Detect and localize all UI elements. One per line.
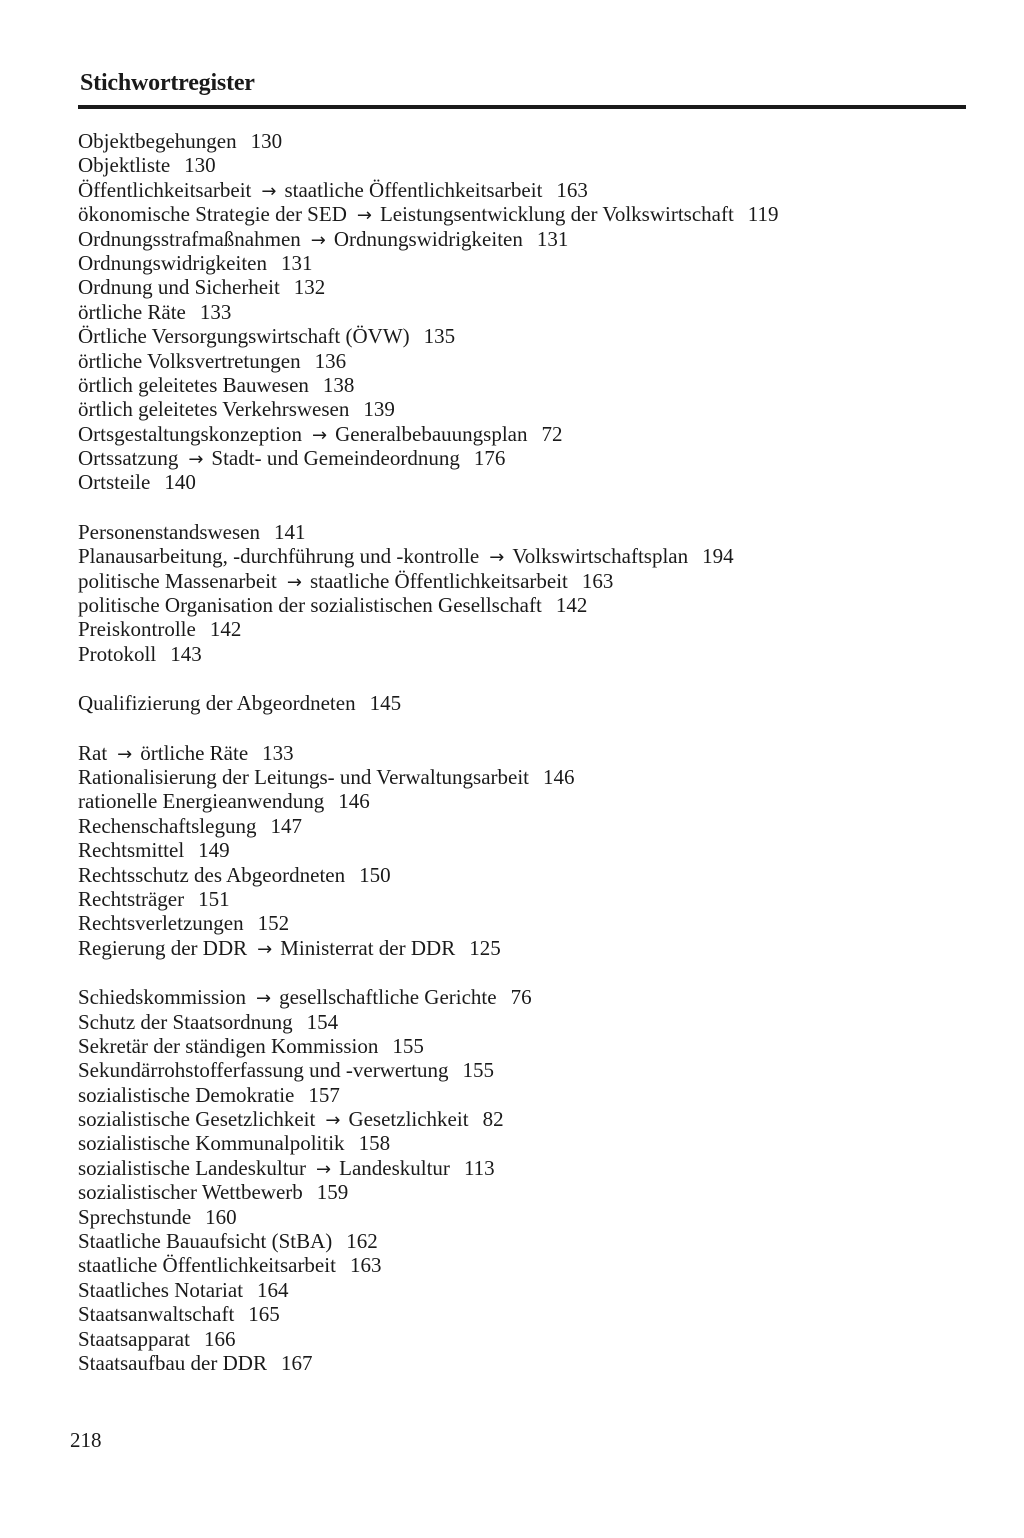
entry-page: 138 — [322, 372, 355, 397]
entry-term: Sprechstunde — [78, 1204, 192, 1229]
index-entry — [78, 765, 978, 789]
entry-page: 154 — [306, 1009, 339, 1034]
index-entry — [78, 153, 978, 177]
entry-page: 149 — [198, 838, 230, 863]
entry-term: Ordnung und Sicherheit — [78, 275, 280, 300]
index-entry — [78, 1302, 978, 1326]
entry-term: Protokoll — [78, 641, 157, 666]
entry-term: sozialistische Demokratie — [78, 1082, 295, 1107]
entry-term: Qualifizierung der Abgeordneten — [78, 691, 356, 716]
entry-term: Ortssatzung — [78, 446, 179, 471]
index-entry — [78, 1083, 978, 1107]
entry-page: 141 — [273, 519, 306, 544]
entry-term: Rechenschaftslegung — [78, 813, 257, 838]
index-entry — [78, 1010, 978, 1034]
entry-term: örtliche Volksvertretungen — [78, 348, 301, 373]
index-entry — [78, 911, 978, 935]
entry-term: Rechtsschutz des Abgeordneten — [78, 862, 346, 887]
see-reference-arrow-icon: → — [117, 743, 133, 765]
entry-page: 119 — [747, 202, 779, 227]
index-entry — [78, 1278, 978, 1302]
entry-term: Schiedskommission — [78, 985, 247, 1010]
entry-term: örtliche Räte — [78, 299, 186, 324]
entry-page: 132 — [293, 275, 326, 300]
see-reference-arrow-icon: → — [261, 180, 277, 202]
entry-page: 143 — [170, 641, 202, 666]
entry-term: Örtliche Versorgungswirtschaft (ÖVW) — [78, 324, 410, 349]
entry-reference: Stadt- und Gemeindeordnung — [211, 446, 460, 471]
entry-page: 163 — [349, 1253, 382, 1278]
entry-page: 165 — [248, 1302, 280, 1327]
entry-term: Rechtsmittel — [78, 838, 185, 863]
entry-page: 160 — [205, 1204, 237, 1229]
entry-term: örtlich geleitetes Verkehrswesen — [78, 397, 350, 422]
entry-reference: Leistungsentwicklung der Volkswirtschaft — [379, 202, 734, 227]
index-entry — [78, 446, 978, 470]
index-entry — [78, 642, 978, 666]
see-reference-arrow-icon: → — [256, 988, 272, 1010]
entry-reference: staatliche Öffentlichkeitsarbeit — [309, 568, 568, 593]
index-entry — [78, 1351, 978, 1375]
entry-page: 147 — [270, 813, 302, 838]
entry-term: sozialistische Gesetzlichkeit — [78, 1107, 316, 1132]
entry-term: Ordnungsstrafmaßnahmen — [78, 226, 301, 251]
index-entry — [78, 251, 978, 275]
entry-term: Rationalisierung der Leitungs- und Verwaltungsarbeit — [78, 764, 530, 789]
entry-term: Ortsgestaltungskonzeption — [78, 421, 302, 446]
entry-reference: Volkswirtschaftsplan — [512, 544, 689, 569]
entry-page: 155 — [392, 1033, 424, 1058]
entry-page: 167 — [280, 1350, 313, 1375]
entry-term: Schutz der Staatsordnung — [78, 1009, 293, 1034]
index-group — [78, 985, 978, 1375]
entry-reference: Landeskultur — [339, 1155, 450, 1180]
index-entry — [78, 838, 978, 862]
entry-page: 133 — [199, 299, 232, 324]
entry-term: Ortsteile — [78, 470, 151, 495]
entry-page: 163 — [581, 568, 614, 593]
index-entry — [78, 1327, 978, 1351]
index-entry — [78, 741, 978, 765]
entry-page: 113 — [463, 1155, 495, 1180]
entry-term: politische Organisation der sozialistischen Gesellschaft — [78, 593, 542, 618]
index-entry — [78, 1034, 978, 1058]
entry-page: 139 — [363, 397, 395, 422]
see-reference-arrow-icon: → — [316, 1158, 332, 1180]
entry-term: Öffentlichkeitsarbeit — [78, 177, 252, 202]
entry-term: Objektliste — [78, 153, 171, 178]
index-entry — [78, 617, 978, 641]
entry-term: Rechtsträger — [78, 886, 185, 911]
index-group — [78, 520, 978, 666]
see-reference-arrow-icon: → — [286, 571, 302, 593]
entry-page: 162 — [346, 1229, 378, 1254]
index-group — [78, 741, 978, 961]
index-entry — [78, 936, 978, 960]
entry-page: 194 — [702, 544, 734, 569]
entry-page: 166 — [203, 1326, 236, 1351]
index-entry — [78, 569, 978, 593]
entry-page: 140 — [164, 470, 196, 495]
index-entry — [78, 470, 978, 494]
index-entry — [78, 349, 978, 373]
entry-page: 131 — [280, 250, 313, 275]
index-entry — [78, 1058, 978, 1082]
index-entry — [78, 275, 978, 299]
entry-term: Staatliches Notariat — [78, 1277, 244, 1302]
index-entry — [78, 814, 978, 838]
entry-page: 145 — [369, 691, 402, 716]
entry-page: 142 — [209, 617, 242, 642]
index-entry — [78, 129, 978, 153]
header-rule — [78, 105, 966, 109]
entry-page: 152 — [257, 911, 290, 936]
index-entry — [78, 227, 978, 251]
entry-term: ökonomische Strategie der SED — [78, 202, 347, 227]
entry-term: sozialistischer Wettbewerb — [78, 1180, 303, 1205]
index-entry — [78, 593, 978, 617]
index-entry — [78, 202, 978, 226]
entry-page: 82 — [482, 1107, 504, 1132]
entry-page: 133 — [262, 740, 294, 765]
entry-term: Staatsanwaltschaft — [78, 1302, 235, 1327]
index-entry — [78, 1156, 978, 1180]
entry-page: 159 — [316, 1180, 349, 1205]
see-reference-arrow-icon: → — [311, 424, 328, 446]
see-reference-arrow-icon: → — [325, 1110, 341, 1132]
index-entry — [78, 324, 978, 348]
entry-term: Sekundärrohstofferfassung und -verwertung — [78, 1058, 449, 1083]
entry-reference: Ordnungswidrigkeiten — [333, 226, 523, 251]
entry-term: sozialistische Kommunalpolitik — [78, 1131, 345, 1156]
entry-page: 125 — [469, 935, 501, 960]
entry-reference: Ministerrat der DDR — [280, 935, 456, 960]
index-entry — [78, 1131, 978, 1155]
index-entry — [78, 544, 978, 568]
see-reference-arrow-icon: → — [188, 449, 204, 471]
index-entry — [78, 1253, 978, 1277]
entry-term: Sekretär der ständigen Kommission — [78, 1033, 379, 1058]
entry-term: Staatsapparat — [78, 1326, 190, 1351]
entry-term: Planausarbeitung, -durchführung und -kontrolle — [78, 544, 480, 569]
index-group — [78, 691, 978, 715]
entry-reference: örtliche Räte — [140, 740, 249, 765]
entry-term: Regierung der DDR — [78, 935, 248, 960]
index-entry — [78, 178, 978, 202]
index-entry — [78, 520, 978, 544]
index-group — [78, 129, 978, 495]
index-entry — [78, 691, 978, 715]
entry-term: staatliche Öffentlichkeitsarbeit — [78, 1253, 336, 1278]
entry-page: 136 — [314, 348, 347, 373]
index-entry — [78, 985, 978, 1009]
entry-reference: gesellschaftliche Gerichte — [279, 985, 497, 1010]
index-entry — [78, 422, 978, 446]
entry-term: sozialistische Landeskultur — [78, 1155, 307, 1180]
entry-term: örtlich geleitetes Bauwesen — [78, 372, 309, 397]
entry-page: 176 — [473, 446, 506, 471]
entry-page: 146 — [543, 764, 575, 789]
see-reference-arrow-icon: → — [356, 205, 372, 227]
index-entry — [78, 373, 978, 397]
entry-term: Staatliche Bauaufsicht (StBA) — [78, 1229, 333, 1254]
entry-page: 142 — [555, 593, 588, 618]
entry-term: Ordnungswidrigkeiten — [78, 250, 267, 275]
index-entry — [78, 300, 978, 324]
entry-page: 130 — [184, 153, 216, 178]
entry-page: 157 — [308, 1082, 340, 1107]
entry-term: Preiskontrolle — [78, 617, 196, 642]
index-entry — [78, 863, 978, 887]
index-entry — [78, 887, 978, 911]
index-list — [78, 129, 978, 1375]
index-entry — [78, 1205, 978, 1229]
entry-reference: Gesetzlichkeit — [348, 1107, 469, 1132]
page-number: 218 — [70, 1428, 102, 1452]
entry-page: 150 — [359, 862, 391, 887]
entry-page: 72 — [541, 421, 563, 446]
see-reference-arrow-icon: → — [489, 547, 505, 569]
entry-page: 158 — [358, 1131, 391, 1156]
entry-term: Staatsaufbau der DDR — [78, 1350, 267, 1375]
entry-reference: staatliche Öffentlichkeitsarbeit — [284, 177, 543, 202]
index-entry — [78, 1107, 978, 1131]
entry-reference: Generalbebauungsplan — [335, 421, 528, 446]
index-entry — [78, 397, 978, 421]
page-title: Stichwortregister — [80, 70, 255, 96]
entry-term: politische Massenarbeit — [78, 568, 277, 593]
entry-term: Rat — [78, 740, 108, 765]
index-entry — [78, 789, 978, 813]
index-entry — [78, 1180, 978, 1204]
entry-page: 155 — [462, 1058, 495, 1083]
entry-page: 164 — [257, 1277, 289, 1302]
entry-term: Rechtsverletzungen — [78, 911, 244, 936]
entry-page: 163 — [556, 177, 588, 202]
entry-term: rationelle Energieanwendung — [78, 789, 325, 814]
entry-term: Objektbegehungen — [78, 129, 237, 153]
see-reference-arrow-icon: → — [257, 938, 273, 960]
entry-term: Personenstandswesen — [78, 519, 260, 544]
see-reference-arrow-icon: → — [310, 229, 326, 251]
entry-page: 131 — [536, 226, 569, 251]
index-entry — [78, 1229, 978, 1253]
entry-page: 76 — [510, 985, 532, 1010]
entry-page: 130 — [250, 129, 283, 153]
entry-page: 151 — [198, 886, 230, 911]
entry-page: 146 — [338, 789, 370, 814]
entry-page: 135 — [423, 324, 456, 349]
